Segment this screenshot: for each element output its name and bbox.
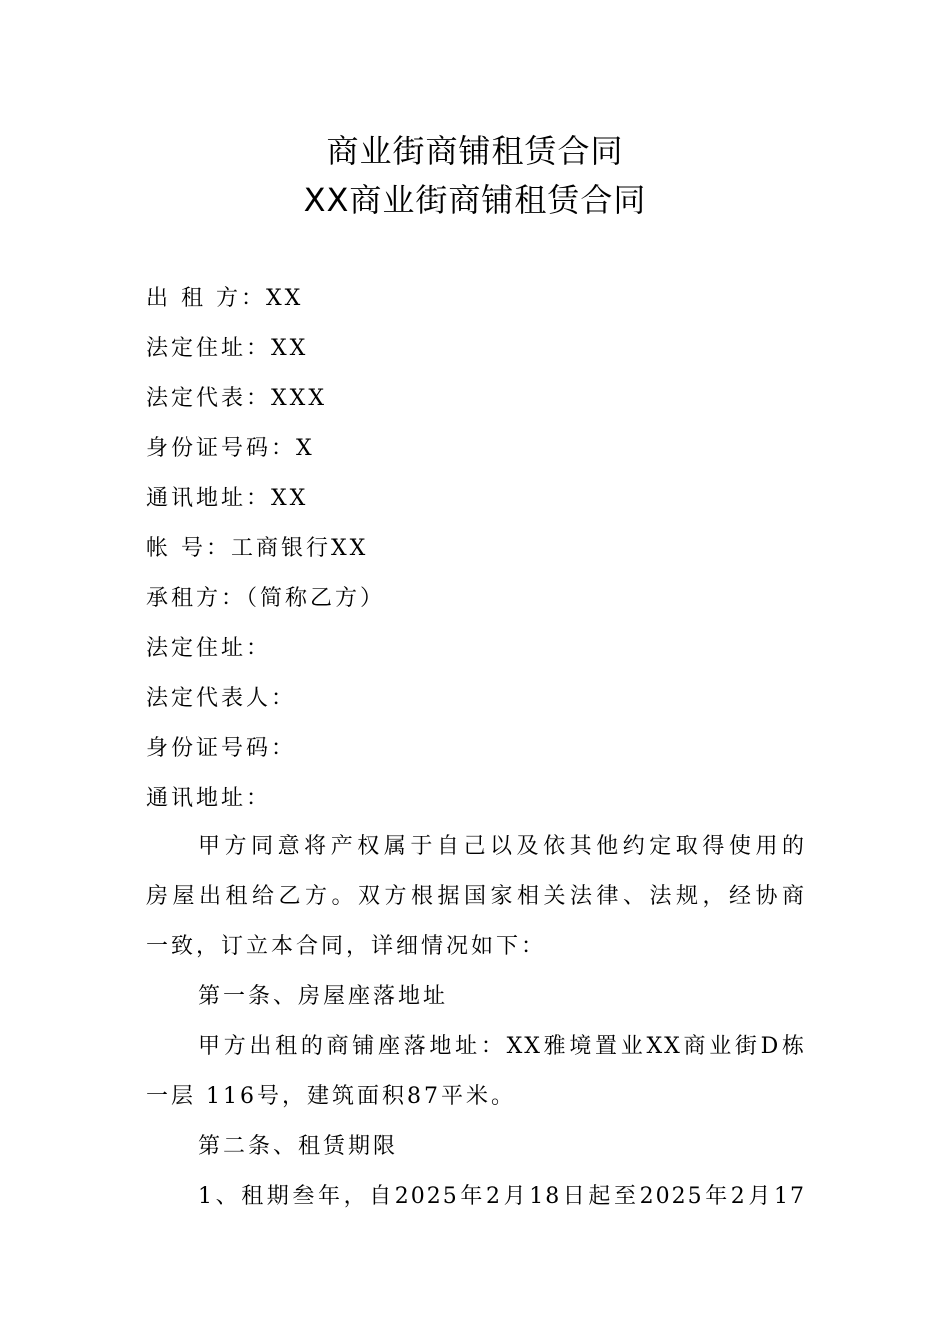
article-1-body-line: 甲方出租的商铺座落地址：XX雅境置业XX商业街D栋 xyxy=(198,1034,806,1059)
field-lessee-id-number: 身份证号码： xyxy=(146,736,297,761)
field-lessor-address: 法定住址：XX xyxy=(146,336,309,361)
article-1-body-line: 一层 116号，建筑面积87平米。 xyxy=(146,1084,516,1109)
field-lessee-address: 法定住址： xyxy=(146,636,272,661)
article-1-heading: 第一条、房屋座落地址 xyxy=(198,984,449,1009)
paragraph-intro-line: 甲方同意将产权属于自己以及依其他约定取得使用的 xyxy=(198,834,806,859)
paragraph-intro-line: 房屋出租给乙方。双方根据国家相关法律、法规，经协商 xyxy=(146,884,806,909)
field-lessor: 出 租 方：XX xyxy=(146,286,304,311)
field-lessor-contact-address: 通讯地址：XX xyxy=(146,486,309,511)
field-lessee-representative: 法定代表人： xyxy=(146,686,297,711)
field-lessee: 承租方：（简称乙方） xyxy=(146,586,386,611)
document-subtitle: XX商业街商铺租赁合同 xyxy=(303,181,647,219)
field-lessor-account: 帐 号：工商银行XX xyxy=(146,536,369,561)
document-title: 商业街商铺租赁合同 xyxy=(326,132,624,170)
article-2-heading: 第二条、租赁期限 xyxy=(198,1134,399,1159)
field-lessor-id-number: 身份证号码：X xyxy=(146,436,315,461)
article-2-item-1: 1、租期叁年，自2025年2月18日起至2025年2月17 xyxy=(198,1184,806,1209)
field-lessee-contact-address: 通讯地址： xyxy=(146,786,272,811)
paragraph-intro-line: 一致，订立本合同，详细情况如下： xyxy=(146,934,547,959)
field-lessor-representative: 法定代表：XXX xyxy=(146,386,327,411)
